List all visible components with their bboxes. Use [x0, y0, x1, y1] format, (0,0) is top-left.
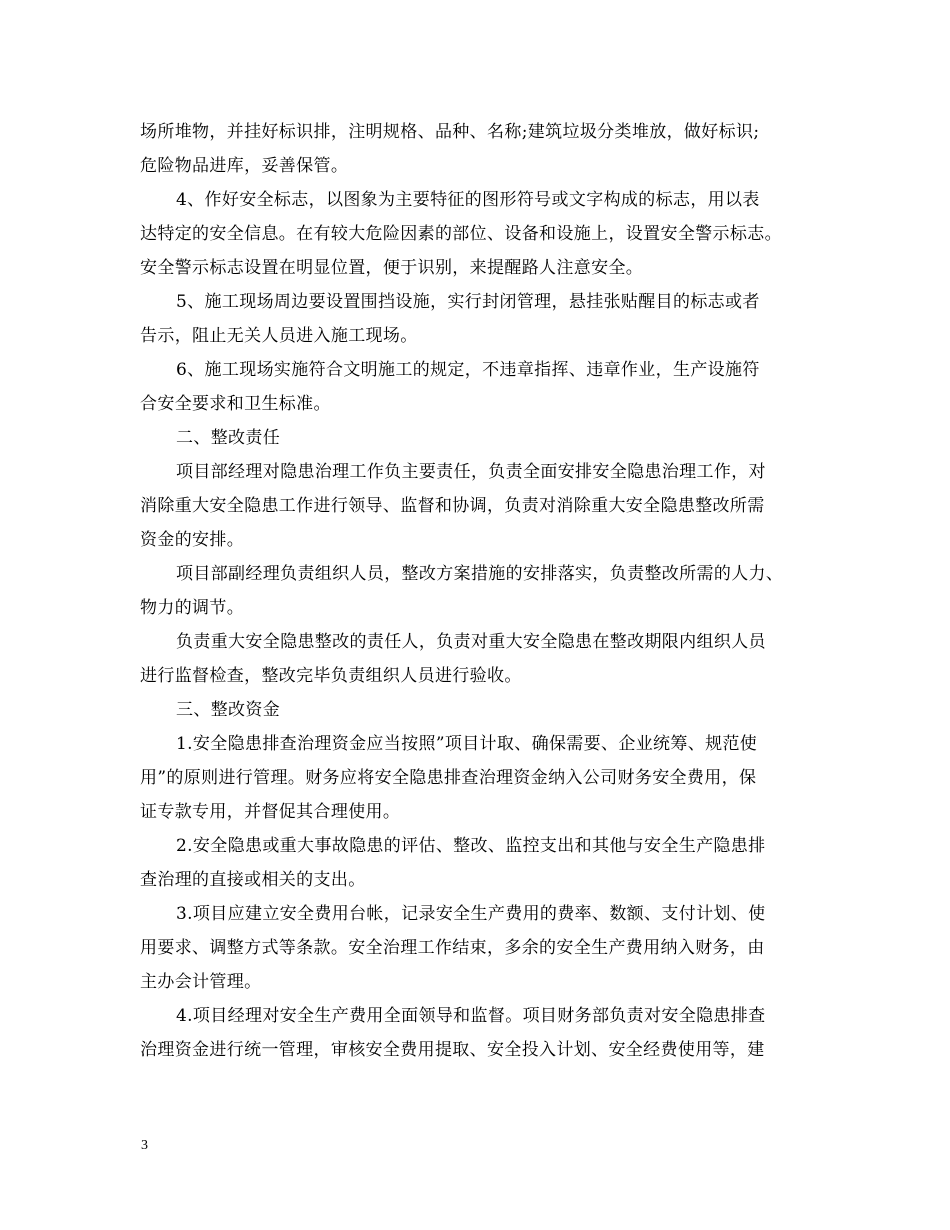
body-line: 用要求、调整方式等条款。安全治理工作结束，多余的安全生产费用纳入财务，由 — [140, 938, 765, 958]
body-line: 证专款专用，并督促其合理使用。 — [140, 802, 401, 822]
body-line: 2.安全隐患或重大事故隐患的评估、整改、监控支出和其他与安全生产隐患排 — [176, 836, 766, 856]
body-line: 安全警示标志设置在明显位置，便于识别，来提醒路人注意安全。 — [140, 258, 644, 278]
body-line: 达特定的安全信息。在有较大危险因素的部位、设备和设施上，设置安全警示标志。 — [140, 224, 782, 244]
body-line: 负责重大安全隐患整改的责任人，负责对重大安全隐患在整改期限内组织人员 — [176, 632, 766, 652]
body-line: 项目部副经理负责组织人员，整改方案措施的安排落实，负责整改所需的人力、 — [176, 564, 784, 584]
body-line: 6、施工现场实施符合文明施工的规定，不违章指挥、违章作业，生产设施符 — [176, 360, 760, 380]
body-line: 资金的安排。 — [140, 530, 245, 550]
body-line: 1.安全隐患排查治理资金应当按照”项目计取、确保需要、企业统筹、规范使 — [176, 734, 758, 754]
body-line: 告示，阻止无关人员进入施工现场。 — [140, 326, 418, 346]
body-line: 5、施工现场周边要设置围挡设施，实行封闭管理，悬挂张贴醒目的标志或者 — [176, 292, 760, 312]
section-heading: 三、整改资金 — [176, 700, 281, 720]
body-line: 项目部经理对隐患治理工作负主要责任，负责全面安排安全隐患治理工作，对 — [176, 462, 766, 482]
body-line: 合安全要求和卫生标准。 — [140, 394, 331, 414]
body-line: 进行监督检查，整改完毕负责组织人员进行验收。 — [140, 666, 522, 686]
body-line: 危险物品进库，妥善保管。 — [140, 156, 349, 176]
body-line: 物力的调节。 — [140, 598, 245, 618]
body-line: 4.项目经理对安全生产费用全面领导和监督。项目财务部负责对安全隐患排查 — [176, 1006, 766, 1026]
body-line: 3.项目应建立安全费用台帐，记录安全生产费用的费率、数额、支付计划、使 — [176, 904, 766, 924]
body-line: 查治理的直接或相关的支出。 — [140, 870, 366, 890]
body-line: 消除重大安全隐患工作进行领导、监督和协调，负责对消除重大安全隐患整改所需 — [140, 496, 765, 516]
body-line: 用”的原则进行管理。财务应将安全隐患排查治理资金纳入公司财务安全费用，保 — [140, 768, 757, 788]
body-line: 4、作好安全标志，以图象为主要特征的图形符号或文字构成的标志，用以表 — [176, 190, 760, 210]
body-line: 主办会计管理。 — [140, 972, 262, 992]
body-line: 场所堆物，并挂好标识排，注明规格、品种、名称;建筑垃圾分类堆放，做好标识; — [140, 122, 760, 142]
section-heading: 二、整改责任 — [176, 428, 281, 448]
page-number: 3 — [141, 1138, 148, 1153]
body-line: 治理资金进行统一管理，审核安全费用提取、安全投入计划、安全经费使用等，建 — [140, 1040, 765, 1060]
